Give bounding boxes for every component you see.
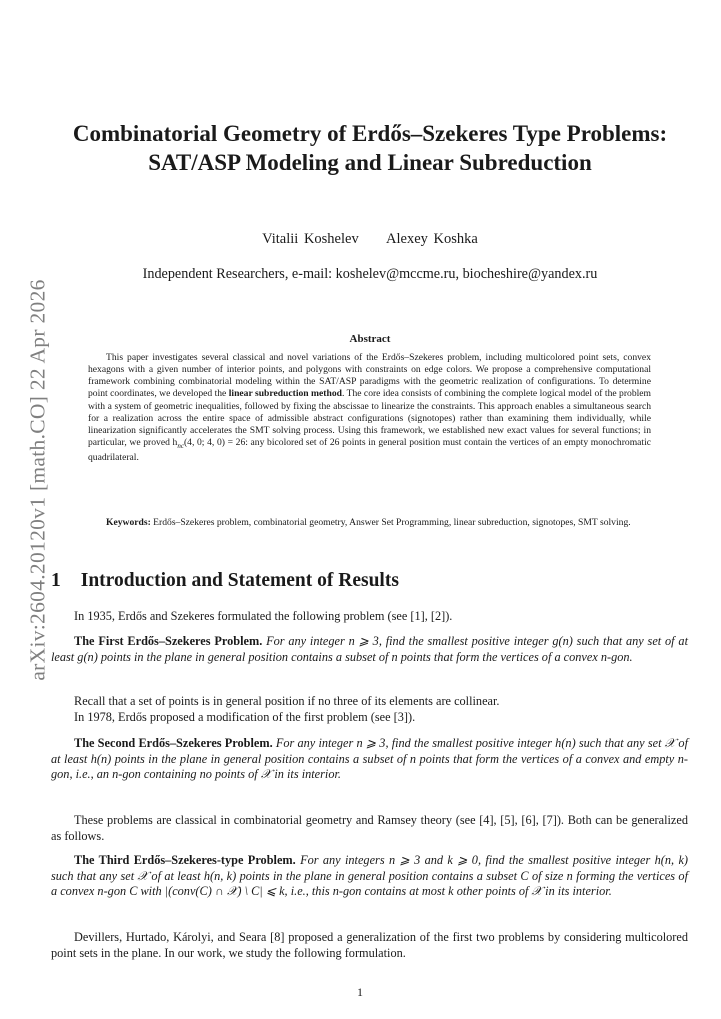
- problem-1: [51, 634, 688, 665]
- problem-1-label: The First Erdős–Szekeres Problem.: [74, 634, 263, 648]
- abstract-text-part1: This paper investigates several classical and novel variations of the Erdős–Szekeres problem, including multicolored point sets, convex hexagons with a given number of interior points, and polygons with constraints on edge colors. We propose a comprehensive computational framework combining combinatorial modeling within the SAT/ASP paradigms with the geometric realization of configurations. To determine point coordinates, we developed the: [88, 352, 651, 400]
- keywords-text: Erdős–Szekeres problem, combinatorial geometry, Answer Set Programming, linear subreduction, signotopes, SMT solving.: [150, 517, 631, 528]
- abstract-text-part3: (4, 0; 4, 0) = 26: any bicolored set of 26 points in general position must contain the vertices of an empty monochromatic quadrilateral.: [88, 437, 651, 464]
- affiliation: Independent Researchers, e-mail: koshelev@mccme.ru, biocheshire@yandex.ru: [142, 266, 598, 282]
- abstract-body: [88, 352, 651, 464]
- paragraph-classical: These problems are classical in combinatorial geometry and Ramsey theory (see [4], [5], [6], [7]). Both can be generalized as follows.: [51, 813, 688, 843]
- section-title: Introduction and Statement of Results: [80, 570, 399, 591]
- problem-2-label: The Second Erdős–Szekeres Problem.: [74, 736, 273, 750]
- problem-3: [51, 853, 688, 900]
- problem-3-statement: For any integers n ⩾ 3 and k ⩾ 0, find the smallest positive integer h(n, k) such that any set 𝒳 of at least h(n, k) points in the plane in general position contains a subset C of size n forming the vertices of a convex n-gon C with |(conv(C) ∩ 𝒳) \ C| ⩽ k, i.e., this n-gon contains at most k other points of 𝒳 in its interior.: [51, 853, 688, 899]
- paragraph-general-position: Recall that a set of points is in general position if no three of its elements are collinear.: [74, 694, 500, 708]
- problem-3-label: The Third Erdős–Szekeres-type Problem.: [74, 853, 296, 867]
- abstract-subscript: nc: [177, 442, 184, 450]
- abstract-text-part2: . The core idea consists of combining the complete logical model of the problem with a system of geometric inequalities, followed by fixing the abscissae to linearize the constraints. This approach enables a simultaneous search for a realization across the entire space of admissible abstract configurations (signotopes) rather than examining them individually, while linearization significantly accelerates the SMT solving process. Using this framework, we established new exact values for several functions; in particular, we proved h: [88, 388, 652, 449]
- page-number: 1: [357, 985, 363, 999]
- abstract-heading: Abstract: [349, 333, 391, 345]
- section-number: 1: [51, 570, 61, 591]
- abstract-method-name: linear subreduction method: [228, 388, 342, 400]
- paragraph-1978: In 1978, Erdős proposed a modification of the first problem (see [3]).: [74, 710, 416, 724]
- problem-1-statement: For any integer n ⩾ 3, find the smallest positive integer g(n) such that any set of at least g(n) points in the plane in general position contains a subset of n points that form the vertices of a convex n-gon.: [51, 634, 688, 664]
- problem-2-statement: For any integer n ⩾ 3, find the smallest positive integer h(n) such that any set 𝒳 of at least h(n) points in the plane in general position contains a subset of n points that form the vertices of a convex and empty n-gon, i.e., an n-gon containing no points of 𝒳 in its interior.: [51, 736, 689, 782]
- paragraph-intro: In 1935, Erdős and Szekeres formulated the following problem (see [1], [2]).: [74, 609, 453, 623]
- arxiv-identifier: arXiv:2604.20120v1 [math.CO] 22 Apr 2026: [25, 279, 50, 681]
- section-heading: [51, 570, 399, 592]
- problem-2: [51, 736, 688, 783]
- keywords-label: Keywords:: [106, 517, 151, 528]
- authors: Vitalii Koshelev Alexey Koshka: [262, 231, 478, 247]
- paragraph-multicolored: Devillers, Hurtado, Károlyi, and Seara [8] proposed a generalization of the first two problems by considering multicolored point sets in the plane. In our work, we study the following formulation.: [51, 930, 688, 960]
- paper-title: Combinatorial Geometry of Erdős–Szekeres Type Problems: SAT/ASP Modeling and Linear Subreduction: [72, 121, 668, 175]
- keywords: [88, 517, 651, 529]
